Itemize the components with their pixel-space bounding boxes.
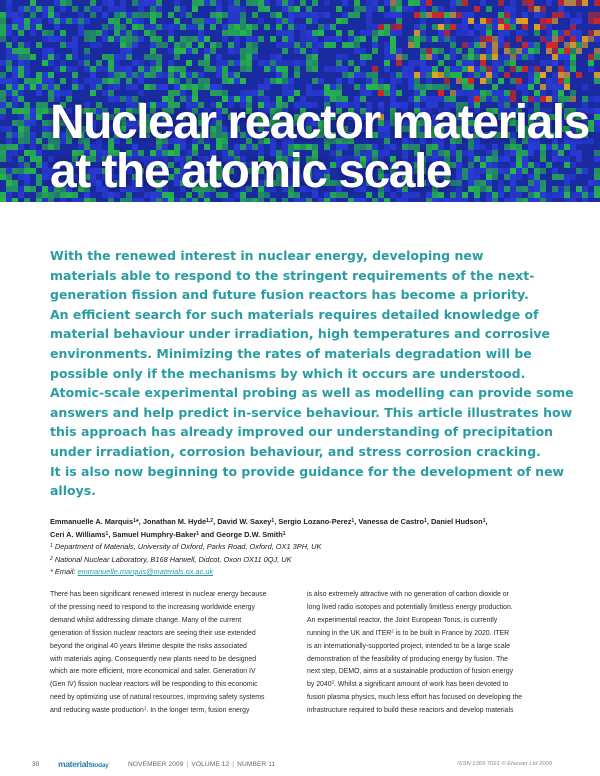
- body-line: of the pressing need to respond to the increasing worldwide energy: [50, 603, 255, 611]
- author-name: Jonathan M. Hyde: [142, 517, 207, 526]
- author-name: Vanessa de Castro: [358, 517, 425, 526]
- author-affiliation-sup: 1: [351, 518, 355, 524]
- author-separator: ,: [108, 529, 113, 539]
- body-line: There has been significant renewed interest in nuclear energy because: [50, 591, 267, 598]
- author-separator: ,: [274, 517, 279, 526]
- logo-text-sub: today: [92, 762, 109, 769]
- affiliation-number: 2: [50, 555, 53, 562]
- author-separator: ,: [354, 517, 359, 526]
- author-affiliation-sup: 1,2: [206, 518, 214, 524]
- body-line: An experimental reactor, the Joint European Torus, is currently: [307, 616, 498, 624]
- abstract-line: It is also now beginning to provide guidance for the development of new: [50, 463, 565, 479]
- author-separator: *,: [135, 517, 143, 526]
- body-text: . Whilst a significant amount of work has been devoted to: [334, 681, 509, 689]
- body-line: with materials aging. Consequently new plants need to be designed: [50, 655, 257, 663]
- body-line: beyond the original 40 years lifetime despite the risks associated: [50, 642, 247, 650]
- title-line-1: Nuclear reactor materials: [50, 96, 589, 149]
- author-affiliation-sup: 1: [105, 530, 109, 537]
- body-line: next step, DEMO, aims at a sustainable production of fusion energy: [307, 668, 514, 676]
- affiliation-2: [50, 554, 560, 567]
- abstract-line: environments. Minimizing the rates of materials degradation will be: [50, 345, 532, 361]
- body-line: [307, 628, 545, 641]
- header-banner: [0, 0, 600, 202]
- author-name: Ceri A. Williams: [50, 529, 106, 539]
- issue-separator: |: [232, 761, 235, 768]
- affiliation-1: [50, 541, 560, 554]
- author-affiliation-sup: 1: [282, 530, 286, 537]
- author-name: Emmanuelle A. Marquis: [50, 517, 134, 526]
- affiliation-text: National Nuclear Laboratory, B168 Harwell, Didcot, Oxon OX11 0QJ, UK: [52, 554, 292, 564]
- body-line: which are more efficient, more economical and safer. Generation IV: [50, 668, 256, 676]
- affiliation-text: Department of Materials, University of Oxford, Parks Road, Oxford, OX1 3PH, UK: [52, 542, 322, 551]
- page-footer: [0, 760, 600, 772]
- abstract-line: answers and help predict in-service behaviour. This article illustrates how: [50, 404, 573, 420]
- abstract-line: Atomic-scale experimental probing as well as modelling can provide some: [50, 385, 574, 401]
- abstract-line: materials able to respond to the stringent requirements of the next-: [50, 267, 535, 283]
- reference-sup[interactable]: 3: [331, 679, 335, 685]
- body-line: is also extremely attractive with no generation of carbon dioxide or: [307, 591, 509, 598]
- abstract-line: possible only if the mechanisms by which it occurs are understood.: [50, 365, 526, 381]
- affiliation-number: 1: [50, 543, 53, 549]
- body-line: generation of fission nuclear reactors are seeing their use extended: [50, 629, 256, 637]
- body-line: fusion plasma physics, much less effort has focused on developing the: [307, 694, 523, 702]
- author-name: Daniel Hudson: [430, 517, 483, 526]
- abstract-line: alloys.: [50, 483, 96, 499]
- corresponding-email: [50, 566, 560, 579]
- author-separator: ,: [213, 517, 218, 526]
- body-line: long lived radio isotopes and potentially limitless energy production.: [307, 603, 513, 611]
- abstract-line: this approach has already improved our understanding of precipitation: [50, 424, 554, 440]
- author-name: Samuel Humphry-Baker: [112, 529, 197, 539]
- author-affiliation-sup: 1: [133, 518, 136, 524]
- author-affiliation-sup: 1: [271, 518, 275, 524]
- author-separator: and: [199, 529, 217, 539]
- body-line: is an internationally-supported project, intended to be a large scale: [307, 642, 511, 650]
- page-number: 30: [32, 761, 40, 768]
- author-line: [50, 516, 560, 529]
- issue-number: NUMBER 11: [237, 761, 276, 768]
- abstract: [50, 246, 574, 501]
- author-affiliation-sup: 1: [196, 530, 199, 537]
- logo-text-main: materials: [58, 759, 93, 769]
- body-line: need by optimizing use of natural resources, improving safety systems: [50, 694, 265, 702]
- author-affiliation-sup: 1: [424, 518, 427, 524]
- author-affiliation-sup: 1: [482, 518, 486, 524]
- abstract-line: generation fission and future fusion reactors has become a priority.: [50, 287, 529, 303]
- body-text: by 2040: [307, 681, 332, 689]
- body-column-right: [307, 589, 545, 718]
- issue-info: [128, 761, 275, 768]
- body-line: infrastructure required to build these reactors and develop materials: [307, 707, 514, 715]
- author-name: George D.W. Smith: [216, 529, 283, 539]
- body-text: is to be built in France by 2020. ITER: [393, 629, 510, 637]
- issue-separator: |: [186, 761, 189, 768]
- author-separator: ,: [426, 517, 431, 526]
- abstract-line: An efficient search for such materials requires detailed knowledge of: [50, 306, 539, 322]
- email-link[interactable]: emmanuelle.marquis@materials.ox.ac.uk: [77, 567, 214, 576]
- body-line: [50, 705, 288, 718]
- body-text: . In the longer term, fusion energy: [146, 707, 250, 715]
- reference-sup[interactable]: 1: [143, 705, 147, 711]
- copyright-notice: ISSN:1369 7021 © Elsevier Ltd 2009: [457, 761, 552, 767]
- author-block: [50, 516, 560, 579]
- issue-month: NOVEMBER 2009: [128, 761, 184, 768]
- body-line: demand whilst addressing climate change. Many of the current: [50, 616, 242, 624]
- body-line: demonstration of the feasibility of producing energy by fusion. The: [307, 655, 508, 663]
- reference-sup[interactable]: 2: [391, 628, 394, 634]
- author-name: David W. Saxey: [217, 517, 272, 526]
- body-text: running in the UK and ITER: [307, 629, 392, 637]
- author-separator: ,: [485, 517, 488, 526]
- title-line-2: at the atomic scale: [50, 145, 452, 198]
- author-line: [50, 529, 560, 542]
- email-label: * Email:: [50, 567, 78, 576]
- body-line: (Gen IV) fission nuclear reactors will be responding to this economic: [50, 681, 258, 689]
- author-name: Sergio Lozano-Perez: [278, 517, 352, 526]
- body-column-left: [50, 589, 288, 718]
- body-text: and reducing waste production: [50, 707, 144, 715]
- body-line: [307, 679, 545, 692]
- abstract-line: material behaviour under irradiation, high temperatures and corrosive: [50, 326, 551, 342]
- abstract-line: With the renewed interest in nuclear energy, developing new: [50, 248, 484, 263]
- journal-logo: [58, 759, 108, 769]
- article-title: [50, 98, 598, 196]
- issue-volume: VOLUME 12: [191, 761, 230, 768]
- author-names: [50, 516, 560, 541]
- abstract-line: under irradiation, corrosion behaviour, and stress corrosion cracking.: [50, 443, 541, 459]
